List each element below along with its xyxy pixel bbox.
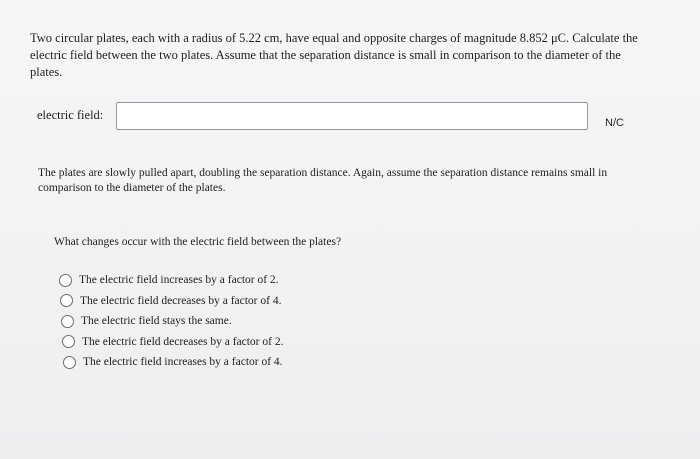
electric-field-input[interactable] [116,102,588,130]
radio-button[interactable] [59,274,72,287]
radio-button[interactable] [60,294,73,307]
option-label: The electric field stays the same. [81,315,232,328]
option-stays-same[interactable] [61,311,283,332]
option-decrease-factor-2[interactable] [62,332,283,353]
answer-options [58,270,283,373]
radio-button[interactable] [63,356,76,369]
option-label: The electric field increases by a factor of 4. [83,356,283,369]
option-label: The electric field decreases by a factor of 2. [82,335,284,348]
question-text: Two circular plates, each with a radius of 5.22 cm, have equal and opposite charges of magnitude 8.852 μC. Calculate the electric field between the two plates. Assume that the separation distance is small in comparison to the diameter of the plates. [30,31,638,79]
option-decrease-factor-4[interactable] [60,291,283,312]
part2-text: The plates are slowly pulled apart, doubling the separation distance. Again, assume the separation distance remains small in comparison to the diameter of the plates. [38,167,608,194]
option-label: The electric field increases by a factor of 2. [79,274,279,287]
unit-label: N/C [605,117,624,129]
option-increase-factor-2[interactable] [59,270,283,291]
option-increase-factor-4[interactable] [63,352,283,373]
option-label: The electric field decreases by a factor of 4. [80,294,282,307]
subquestion-text: What changes occur with the electric field between the plates? [54,236,342,248]
electric-field-label: electric field: [37,108,104,122]
radio-button[interactable] [61,315,74,328]
radio-button[interactable] [62,335,75,348]
